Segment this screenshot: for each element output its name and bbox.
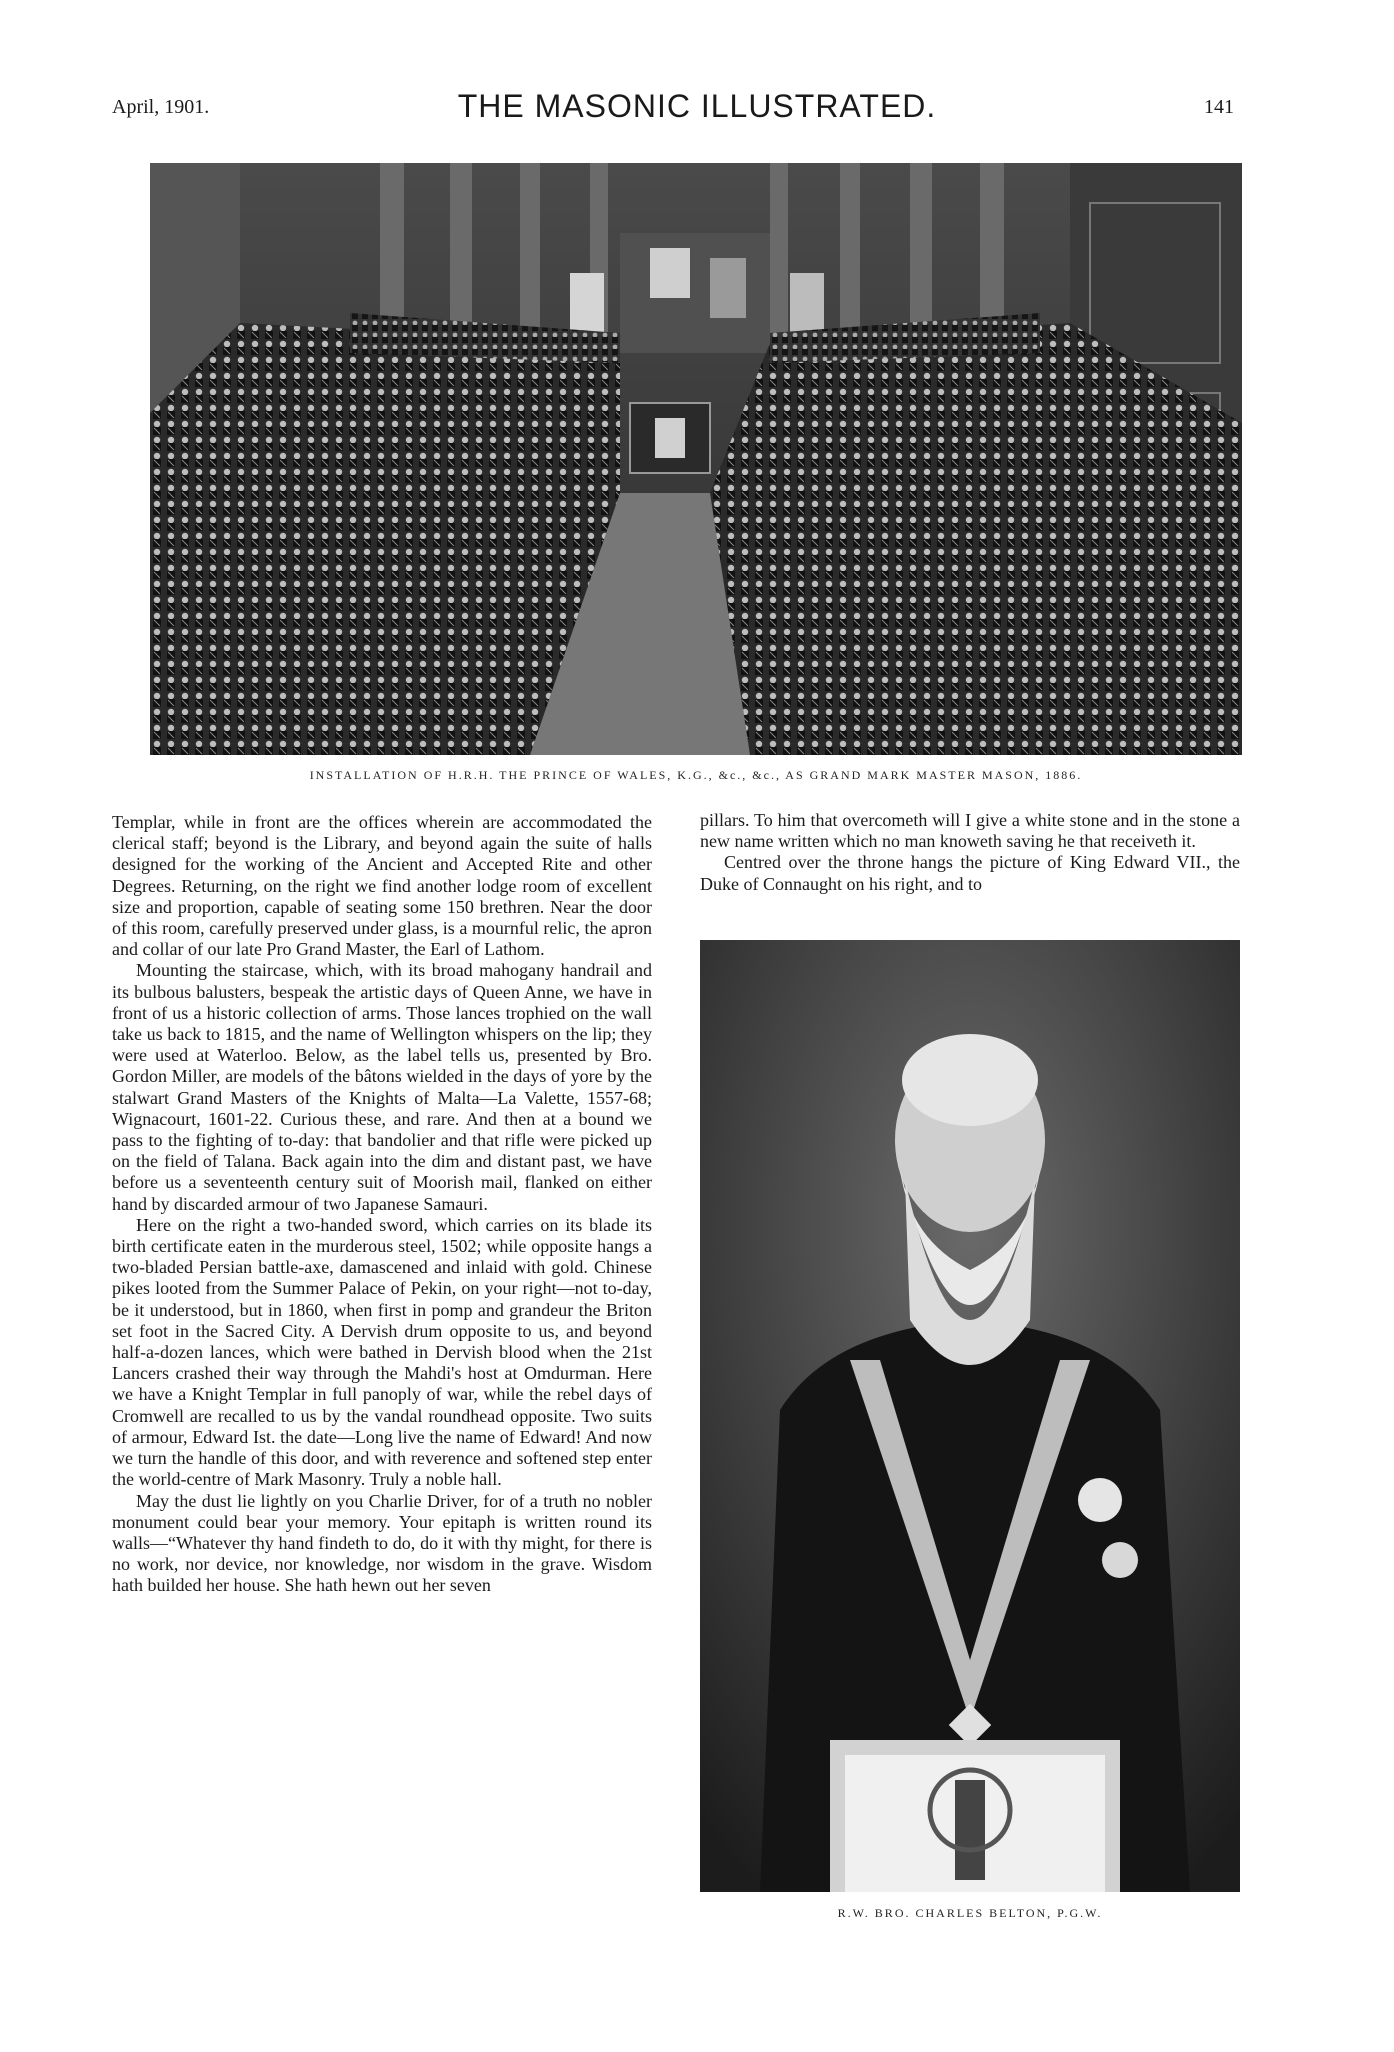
portrait-photograph bbox=[700, 940, 1240, 1892]
portrait-caption: R.W. BRO. CHARLES BELTON, P.G.W. bbox=[837, 1906, 1103, 1920]
paragraph: Here on the right a two-handed sword, which carries on its blade its birth certificate eaten in the murderous steel, 1502; while opposite hangs a two-bladed Persian battle-axe, damascened and inlaid with gold. Chinese pikes looted from the Summer Palace of Pekin, on your right—not to-day, be it understood, but in 1860, when first in pomp and grandeur the Briton set foot in the Sacred City. A Dervish drum opposite to us, and beyond half-a-dozen lances, which were bathed in Dervish blood when the 21st Lancers crashed their way through the Mahdi's host at Omdurman. Here we have a Knight Templar in full panoply of war, while the rebel days of Cromwell are recalled to us by the vandal roundhead opposite. Two suits of armour, Edward Ist. the date—Long live the name of Edward! And now we turn the handle of this door, and with reverence and softened step enter the world-centre of Mark Masonry. Truly a noble hall. bbox=[112, 1214, 652, 1490]
article-left-column bbox=[112, 812, 652, 1597]
paragraph: May the dust lie lightly on you Charlie Driver, for of a truth no nobler monument could bear your memory. Your epitaph is written round its walls—“Whatever thy hand findeth to do, do it with thy might, for there is no work, nor device, nor knowledge, nor wisdom in the grave. Wisdom hath builded her house. She hath hewn out her seven bbox=[112, 1490, 652, 1596]
issue-date: April, 1901. bbox=[112, 96, 210, 118]
paragraph: Centred over the throne hangs the picture of King Edward VII., the Duke of Connaught on his right, and to bbox=[700, 852, 1240, 894]
page-header bbox=[0, 88, 1394, 128]
hall-scene-illustration bbox=[150, 163, 1242, 755]
publication-title: THE MASONIC ILLUSTRATED. bbox=[457, 88, 937, 124]
installation-photograph bbox=[150, 163, 1242, 755]
paragraph: pillars. To him that overcometh will I give a white stone and in the stone a new name written which no man knoweth saving he that receiveth it. bbox=[700, 810, 1240, 852]
page-number: 141 bbox=[1204, 96, 1234, 118]
paragraph: Mounting the staircase, which, with its broad mahogany handrail and its bulbous balusters, bespeak the artistic days of Queen Anne, we have in front of us a historic collection of arms. Those lances trophied on the wall take us back to 1815, and the name of Wellington whispers on the lip; they were used at Waterloo. Below, as the label tells us, presented by Bro. Gordon Miller, are models of the bâtons wielded in the days of yore by the stalwart Grand Masters of the Knights of Malta—La Valette, 1557-68; Wignacourt, 1601-22. Curious these, and rare. And then at a bound we pass to the fighting of to-day: that bandolier and that rifle were picked up on the field of Talana. Back again into the dim and distant past, we have before us a seventeenth century suit of Moorish mail, flanked on either hand by discarded armour of two Japanese Samauri. bbox=[112, 960, 652, 1214]
article-right-column bbox=[700, 810, 1240, 895]
paragraph: Templar, while in front are the offices wherein are accommodated the clerical staff; beyond is the Library, and beyond again the suite of halls designed for the working of the Ancient and Accepted Rite and other Degrees. Returning, on the right we find another lodge room of excellent size and proportion, capable of seating some 150 brethren. Near the door of this room, carefully preserved under glass, is a mournful relic, the apron and collar of our late Pro Grand Master, the Earl of Lathom. bbox=[112, 812, 652, 960]
portrait-illustration bbox=[700, 940, 1240, 1892]
installation-caption: INSTALLATION OF H.R.H. THE PRINCE OF WALES, K.G., &c., &c., AS GRAND MARK MASTER MASON, 1886. bbox=[309, 768, 1083, 782]
